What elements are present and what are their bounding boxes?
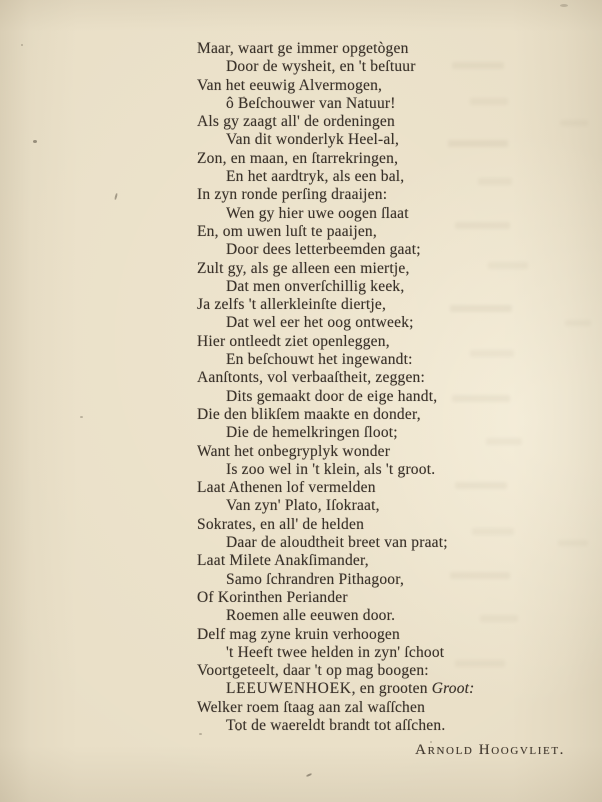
poem-line: En, om uwen luſt te paaijen,: [197, 222, 377, 240]
poem-line: ô Beſchouwer van Natuur!: [226, 94, 396, 112]
poem: [197, 40, 475, 735]
poem-line: Daar de aloudtheit breet van praat;: [226, 534, 448, 552]
poem-line: Hier ontleedt ziet openleggen,: [197, 332, 390, 350]
poem-line: Sokrates, en all' de helden: [197, 515, 365, 533]
poem-line: Door dees letterbeemden gaat;: [226, 241, 421, 259]
poem-line: Van dit wonderlyk Heel-al,: [226, 131, 400, 149]
ink-speck: [33, 140, 37, 143]
ink-speck: [560, 4, 568, 7]
show-through-mark: [480, 615, 518, 622]
poem-line: Maar, waart ge immer opgetògen: [197, 40, 409, 57]
show-through-mark: [558, 540, 588, 546]
show-through-mark: [478, 178, 512, 185]
poem-line: Die de hemelkringen ſloot;: [226, 424, 398, 442]
poem-line: 't Heeft twee helden in zyn' ſchoot: [226, 643, 445, 661]
poem-line: Zon, en maan, en ſtarrekringen,: [197, 149, 399, 167]
poem-line: Laat Milete Anakſimander,: [197, 552, 369, 570]
poem-line: Tot de waereldt brandt tot aſſchen.: [226, 716, 446, 734]
poem-line: Samo ſchrandren Pithagoor,: [226, 570, 405, 588]
poem-line: Of Korinthen Periander: [197, 588, 348, 606]
poem-line: Dits gemaakt door de eige handt,: [226, 387, 438, 405]
ink-speck: [21, 44, 23, 46]
poem-line: Aanſtonts, vol verbaaſtheit, zeggen:: [197, 369, 426, 387]
poem-line: Door de wysheit, en 't beſtuur: [226, 58, 416, 76]
poem-line: Laat Athenen lof vermelden: [197, 479, 376, 497]
ink-speck: [306, 773, 312, 777]
show-through-mark: [470, 350, 514, 357]
poem-line: Voortgeteelt, daar 't op mag boogen:: [197, 662, 429, 680]
poem-line: Zult gy, als ge alleen een miertje,: [197, 259, 410, 277]
poem-text-run: LEEUWENHOEK: [226, 680, 352, 698]
poem-line: Welker roem ſtaag aan zal waſſchen: [197, 698, 426, 716]
poem-line: Van zyn' Plato, Iſokraat,: [226, 497, 380, 515]
poem-line: Dat men onverſchillig keek,: [226, 277, 405, 295]
poem-line: Wen gy hier uwe oogen ſlaat: [226, 204, 409, 222]
ink-speck: [114, 193, 118, 200]
show-through-mark: [560, 120, 588, 126]
poem-line: En het aardtryk, als een bal,: [226, 168, 405, 186]
poem-line: Roemen alle eeuwen door.: [226, 607, 396, 625]
poem-line: Ja zelfs 't allerkleinſte diertje,: [197, 296, 387, 314]
show-through-mark: [488, 262, 528, 269]
poem-line: Delf mag zyne kruin verhoogen: [197, 625, 400, 643]
poem-line: In zyn ronde perſing draaijen:: [197, 186, 388, 204]
poem-line: Is zoo wel in 't klein, als 't groot.: [226, 460, 436, 478]
poem-line: Die den blikſem maakte en donder,: [197, 405, 421, 423]
poem-line: Dat wel eer het oog ontweek;: [226, 314, 414, 332]
poem-line: Want het onbegryplyk wonder: [197, 442, 391, 460]
author-signature: Arnold Hoogvliet.: [415, 742, 565, 758]
ink-speck: [80, 416, 83, 418]
poem-line: Als gy zaagt all' de ordeningen: [197, 113, 395, 131]
poem-text-run: , en grooten: [351, 680, 432, 698]
poem-line: En beſchouwt het ingewandt:: [226, 351, 413, 369]
poem-line: [197, 680, 475, 698]
show-through-mark: [486, 438, 522, 445]
show-through-mark: [472, 528, 514, 535]
show-through-mark: [470, 98, 508, 105]
italic-word: Groot:: [431, 680, 475, 698]
show-through-mark: [565, 320, 591, 326]
poem-line: Van het eeuwig Alvermogen,: [197, 76, 383, 94]
